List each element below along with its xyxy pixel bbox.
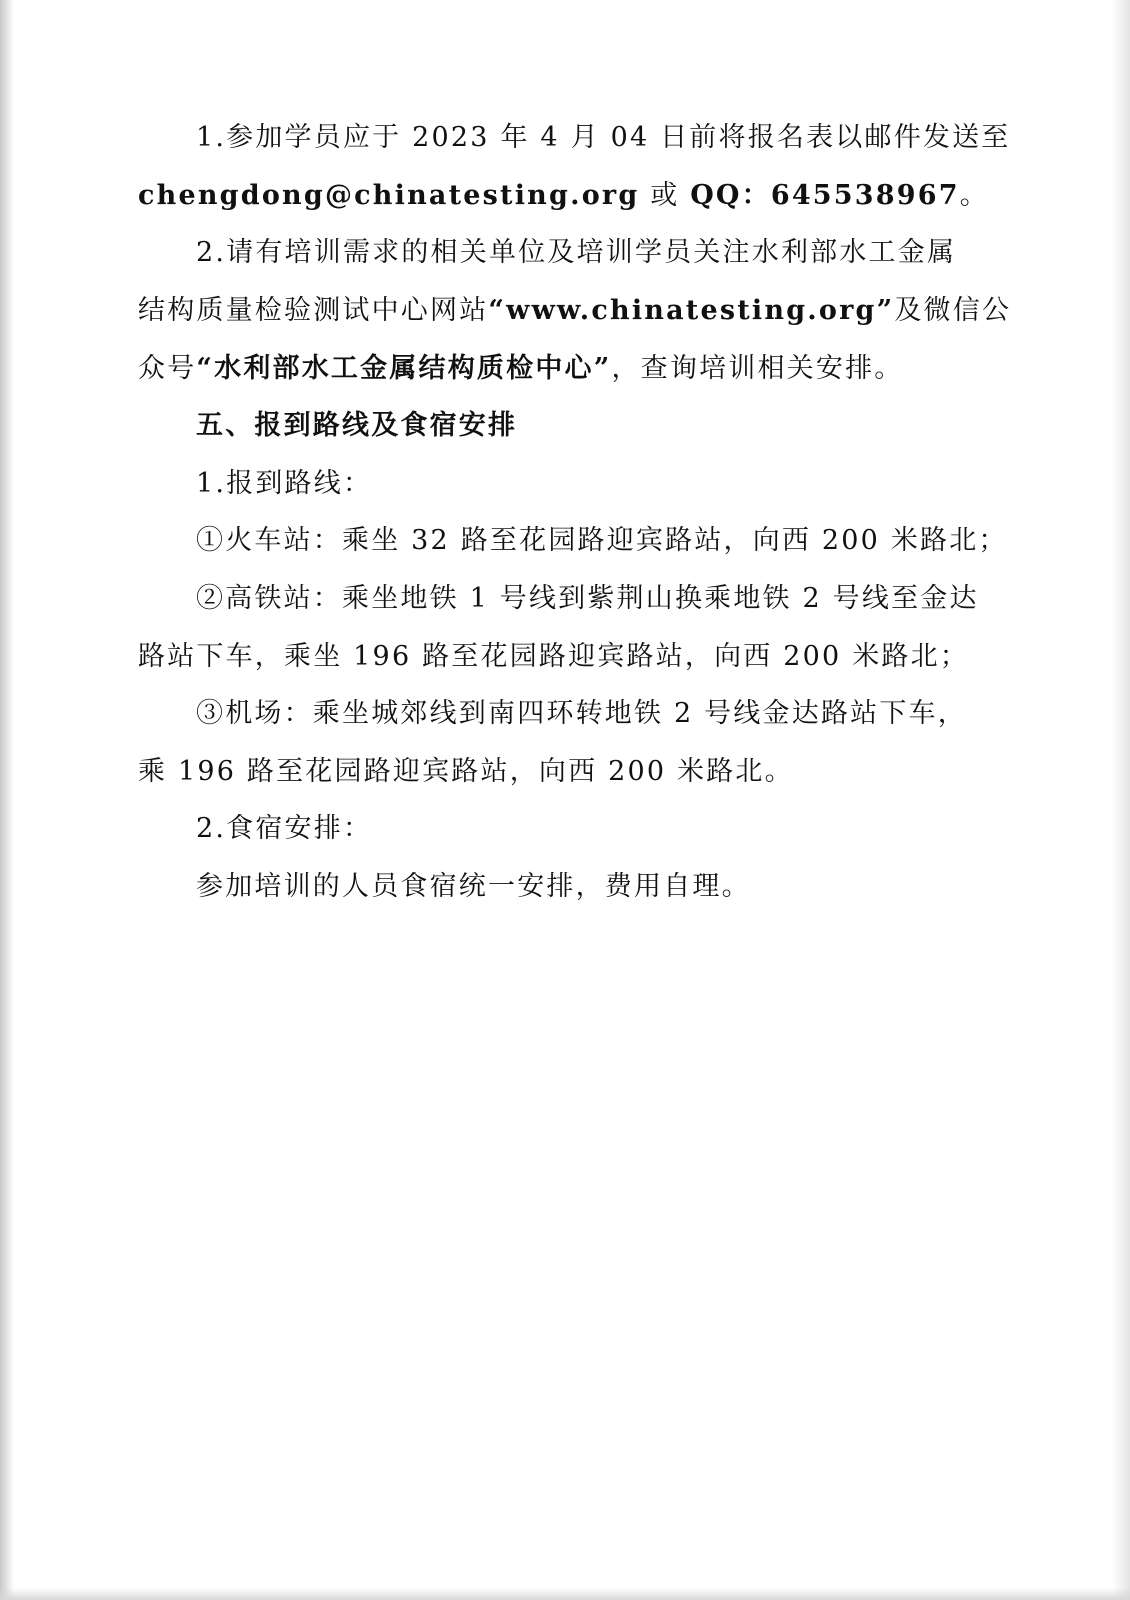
- route-airport-line-2: 乘 196 路至花园路迎宾路站，向西 200 米路北。: [138, 756, 794, 787]
- wechat-account-name: “水利部水工金属结构质检中心”: [196, 353, 612, 384]
- section-heading: 五、报到路线及食宿安排: [196, 410, 518, 441]
- inquiry-text: ，查询培训相关安排。: [611, 353, 904, 384]
- follow-instruction-line-1: 2.请有培训需求的相关单位及培训学员关注水利部水工金属: [196, 237, 957, 268]
- contact-email: chengdong@chinatesting.org: [138, 180, 640, 211]
- lodging-heading: 2.食宿安排：: [196, 813, 373, 844]
- follow-instruction-line-3: [138, 349, 903, 389]
- route-airport-line-1: ③机场：乘坐城郊线到南四环转地铁 2 号线金达路站下车，: [196, 698, 967, 729]
- scan-edge-right: [1112, 0, 1130, 1600]
- route-heading: 1.报到路线：: [196, 468, 373, 499]
- registration-instruction-line-1: 1.参加学员应于 2023 年 4 月 04 日前将报名表以邮件发送至: [196, 122, 1011, 153]
- contact-qq: QQ：645538967: [690, 180, 960, 211]
- website-url: “www.chinatesting.org”: [488, 295, 895, 326]
- or-text: 或: [639, 180, 691, 211]
- route-hsr-line-1: ②高铁站：乘坐地铁 1 号线到紫荆山换乘地铁 2 号线至金达: [196, 583, 979, 614]
- account-label: 众号: [138, 353, 197, 384]
- route-hsr-line-2: 路站下车，乘坐 196 路至花园路迎宾路站，向西 200 米路北；: [138, 641, 969, 672]
- sentence-end: 。: [959, 180, 989, 211]
- registration-instruction-line-2: [138, 176, 989, 216]
- scan-edge-bottom: [0, 1588, 1130, 1600]
- lodging-text: 参加培训的人员食宿统一安排，费用自理。: [196, 871, 751, 902]
- scan-edge-left: [0, 0, 14, 1600]
- route-train-station: ①火车站：乘坐 32 路至花园路迎宾路站，向西 200 米路北；: [196, 525, 1008, 556]
- center-website-label: 结构质量检验测试中心网站: [138, 295, 489, 326]
- wechat-label: 及微信公: [894, 295, 1012, 326]
- follow-instruction-line-2: [138, 291, 1011, 331]
